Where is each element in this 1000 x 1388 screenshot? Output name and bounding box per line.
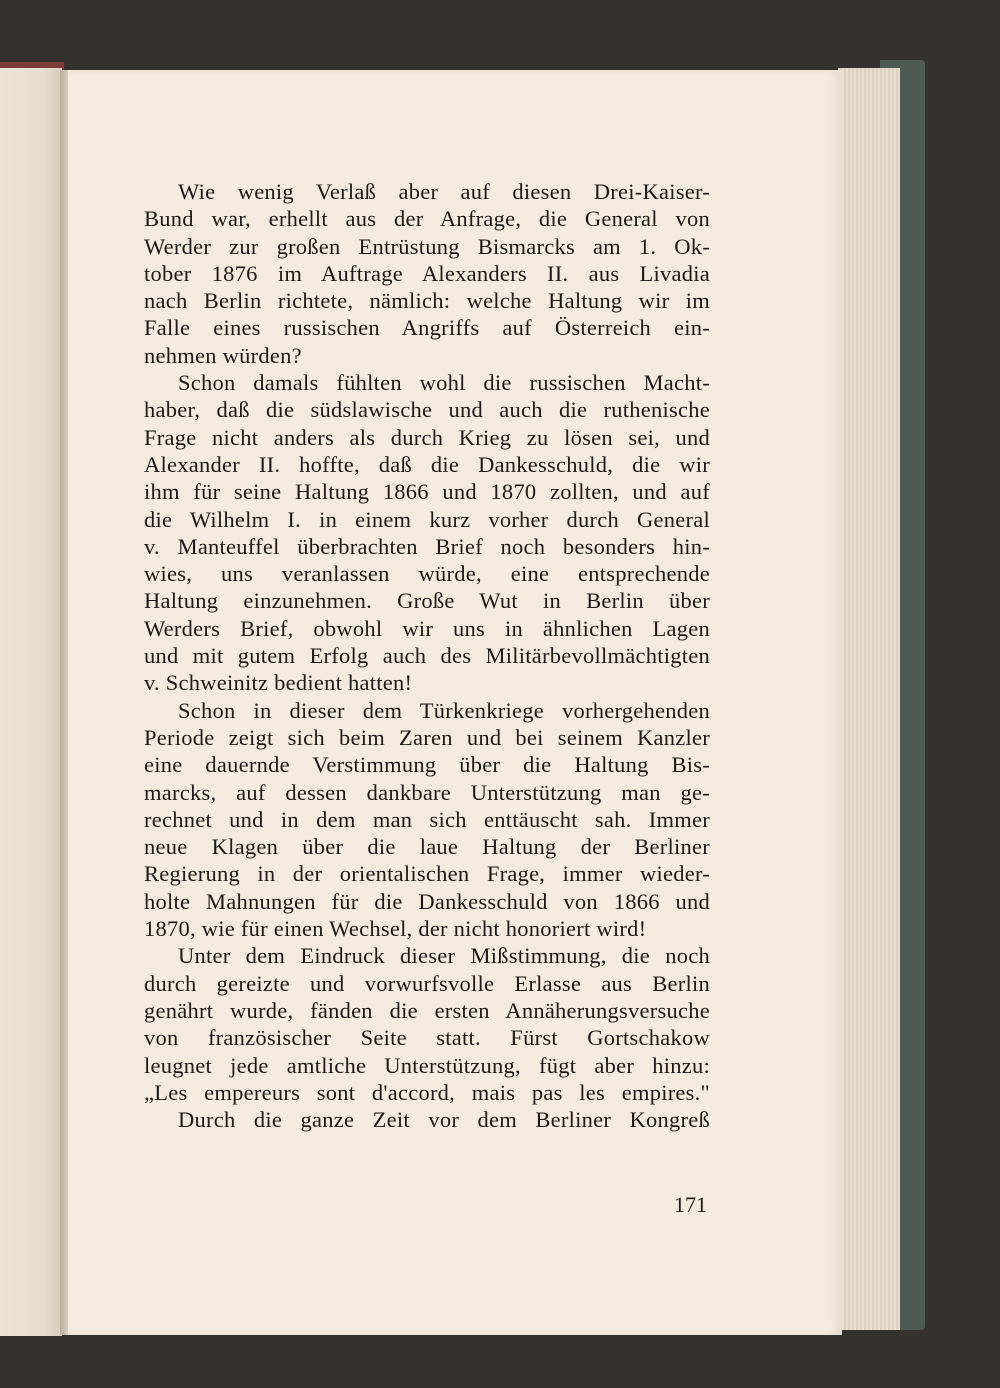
text-line: Periode zeigt sich beim Zaren und bei seinem Kanzler <box>144 724 710 750</box>
text-line: 1870, wie für einen Wechsel, der nicht honoriert wird! <box>144 916 647 942</box>
text-line: Regierung in der orientalischen Frage, immer wieder- <box>144 861 710 887</box>
text-line: „Les empereurs sont d'accord, mais pas les empires." <box>144 1079 710 1105</box>
text-line: marcks, auf dessen dankbare Unterstützung man ge- <box>144 779 710 805</box>
text-line: durch gereizte und vorwurfsvolle Erlasse aus Berlin <box>144 970 710 996</box>
text-line: leugnet jede amtliche Unterstützung, fügt aber hinzu: <box>144 1052 710 1078</box>
text-line: Werders Brief, obwohl wir uns in ähnlichen Lagen <box>144 615 710 641</box>
text-line: nehmen würden? <box>144 342 302 368</box>
text-line: nach Berlin richtete, nämlich: welche Haltung wir im <box>144 288 710 314</box>
text-line: genährt wurde, fänden die ersten Annäherungsversuche <box>144 997 710 1023</box>
text-line: und mit gutem Erfolg auch des Militärbevollmächtigten <box>144 643 710 669</box>
text-line: neue Klagen über die laue Haltung der Berliner <box>144 834 710 860</box>
text-line: v. Schweinitz bedient hatten! <box>144 670 413 696</box>
text-line: Schon damals fühlten wohl die russischen Macht- <box>178 370 710 396</box>
text-line: tober 1876 im Auftrage Alexanders II. aus Livadia <box>144 260 710 286</box>
text-line: wies, uns veranlassen würde, eine entsprechende <box>144 561 710 587</box>
body-text <box>144 178 710 1133</box>
text-line: Schon in dieser dem Türkenkriege vorhergehenden <box>178 697 710 723</box>
text-line: Haltung einzunehmen. Große Wut in Berlin über <box>144 588 710 614</box>
text-line: ihm für seine Haltung 1866 und 1870 zollten, und auf <box>144 479 710 505</box>
text-line: eine dauernde Verstimmung über die Haltung Bis- <box>144 752 710 778</box>
text-line: v. Manteuffel überbrachten Brief noch besonders hin- <box>144 533 710 559</box>
text-line: Bund war, erhellt aus der Anfrage, die General von <box>144 206 710 232</box>
text-line: holte Mahnungen für die Dankesschuld von 1866 und <box>144 888 710 914</box>
book-page <box>68 70 842 1335</box>
text-line: Alexander II. hoffte, daß die Dankesschuld, die wir <box>144 451 710 477</box>
left-page <box>0 68 62 1336</box>
text-line: rechnet und in dem man sich enttäuscht sah. Immer <box>144 806 710 832</box>
text-line: haber, daß die südslawische und auch die ruthenische <box>144 397 710 423</box>
text-line: von französischer Seite statt. Fürst Gortschakow <box>144 1025 710 1051</box>
text-line: Falle eines russischen Angriffs auf Österreich ein- <box>144 315 710 341</box>
page-block-edges <box>838 68 900 1330</box>
text-line: Werder zur großen Entrüstung Bismarcks am 1. Ok- <box>144 233 710 259</box>
text-line: Wie wenig Verlaß aber auf diesen Drei-Kaiser- <box>178 179 710 204</box>
text-line: die Wilhelm I. in einem kurz vorher durch General <box>144 506 710 532</box>
text-line: Unter dem Eindruck dieser Mißstimmung, die noch <box>178 943 710 969</box>
text-line: Durch die ganze Zeit vor dem Berliner Kongreß <box>178 1107 710 1133</box>
page-number: 171 <box>674 1192 707 1217</box>
text-line: Frage nicht anders als durch Krieg zu lösen sei, und <box>144 424 710 450</box>
